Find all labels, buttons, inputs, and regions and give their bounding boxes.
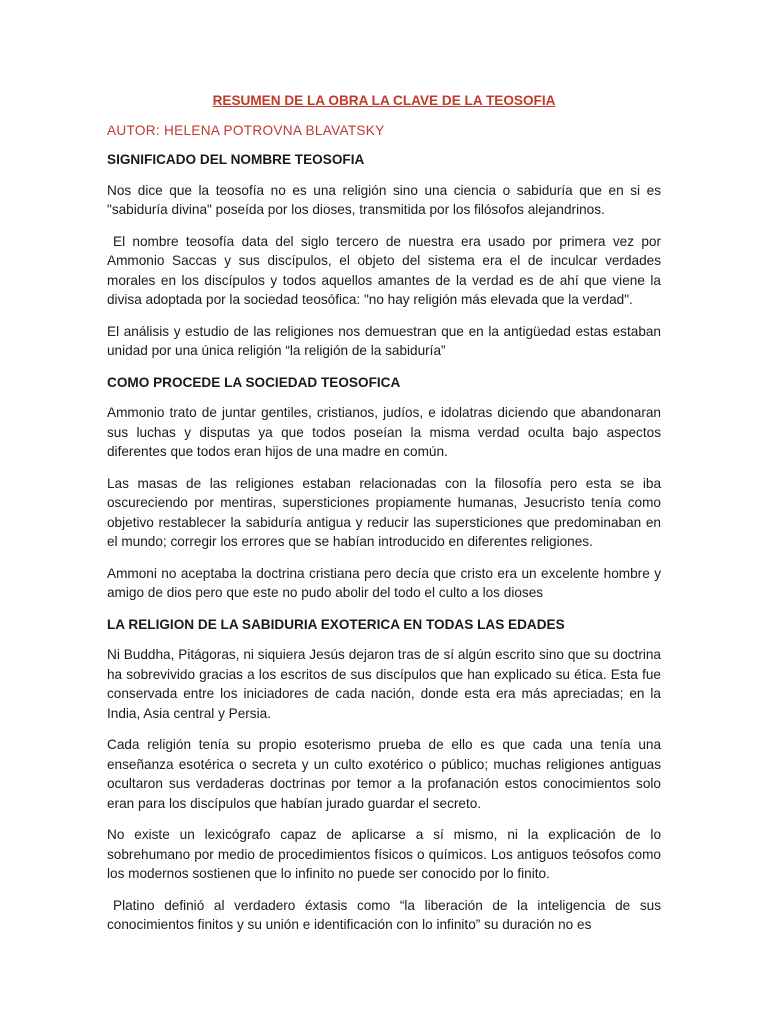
paragraph: El análisis y estudio de las religiones nos demuestran que en la antigüedad estas estaban unidad por una única religión “la religión de la sabiduría”	[107, 323, 661, 358]
paragraph: Ammonio trato de juntar gentiles, cristianos, judíos, e idolatras diciendo que abandonaran sus luchas y disputas ya que todos poseían la misma verdad oculta bajo aspectos diferentes que todos eran hijos de una madre en común.	[107, 405, 661, 459]
paragraph: Cada religión tenía su propio esoterismo prueba de ello es que cada una tenía una enseñanza esotérica o secreta y un culto exotérico o público; muchas religiones antiguas ocultaron sus verdaderas doctrinas por temor a la profanación estos conocimientos solo eran para los discípulos que habían jurado guardar el secreto.	[107, 737, 661, 811]
document-page	[107, 91, 661, 947]
document-author: AUTOR: HELENA POTROVNA BLAVATSKY	[107, 122, 385, 138]
paragraph: Ni Buddha, Pitágoras, ni siquiera Jesús dejaron tras de sí algún escrito sino que su doctrina ha sobrevivido gracias a los escritos de sus discípulos que han explicado su ética. Esta fue conservada entre los iniciadores de cada nación, donde esta era más apreciadas; en la India, Asia central y Persia.	[107, 647, 661, 721]
paragraph: Nos dice que la teosofía no es una religión sino una ciencia o sabiduría que en si es "sabiduría divina" poseída por los dioses, transmitida por los filósofos alejandrinos.	[107, 182, 661, 217]
paragraph: Las masas de las religiones estaban relacionadas con la filosofía pero esta se iba oscureciendo por mentiras, supersticiones propiamente humanas, Jesucristo tenía como objetivo restablecer la sabiduría antigua y reducir las supersticiones que predominaban en el mundo; corregir los errores que se habían introducido en diferentes religiones.	[107, 475, 661, 549]
paragraph: El nombre teosofía data del siglo tercero de nuestra era usado por primera vez por Ammonio Saccas y sus discípulos, el objeto del sistema era el de inculcar verdades morales en los discípulos y todos aquellos amantes de la verdad es de ahí que viene la divisa adoptada por la sociedad teosófica: "no hay religión más elevada que la verdad".	[107, 233, 661, 307]
section-heading: SIGNIFICADO DEL NOMBRE TEOSOFIA	[107, 152, 365, 167]
paragraph: Platino definió al verdadero éxtasis como “la liberación de la inteligencia de sus conocimientos finitos y su unión e identificación con lo infinito” su duración no es	[107, 897, 661, 932]
paragraph: No existe un lexicógrafo capaz de aplicarse a sí mismo, ni la explicación de lo sobrehumano por medio de procedimientos físicos o químicos. Los antiguos teósofos como los modernos sostienen que lo infinito no puede ser conocido por lo finito.	[107, 827, 661, 881]
paragraph: Ammoni no aceptaba la doctrina cristiana pero decía que cristo era un excelente hombre y amigo de dios pero que este no pudo abolir del todo el culto a los dioses	[107, 565, 661, 600]
section-heading: COMO PROCEDE LA SOCIEDAD TEOSOFICA	[107, 374, 401, 390]
section-heading: LA RELIGION DE LA SABIDURIA EXOTERICA EN TODAS LAS EDADES	[107, 616, 565, 632]
document-title: RESUMEN DE LA OBRA LA CLAVE DE LA TEOSOFIA	[212, 93, 556, 108]
